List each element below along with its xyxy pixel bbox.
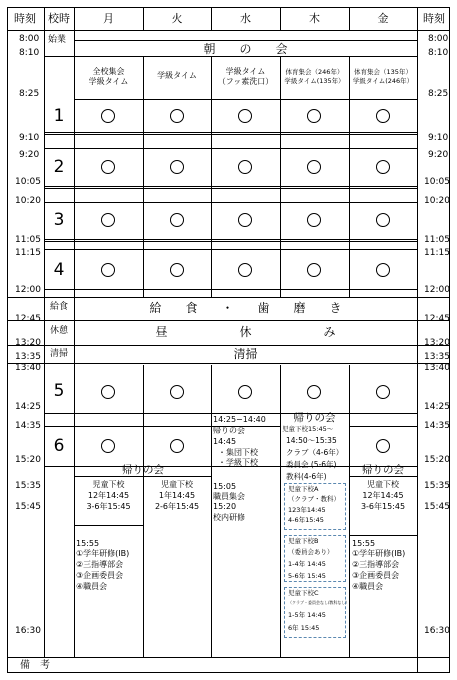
thu-box-a-line: 4-6年15:45 <box>288 516 324 524</box>
thu-box-b-line: （委員会あり） <box>288 548 334 556</box>
class-circle <box>170 385 184 399</box>
time-label: 15:20 <box>15 455 41 465</box>
wed-line: 15:05 <box>213 482 237 491</box>
period-number: 1 <box>53 106 65 126</box>
period-number: 3 <box>53 210 65 230</box>
thu-box-a-line: （クラブ・教科） <box>288 495 340 503</box>
mon-meeting: ②三指導部会 <box>76 560 124 569</box>
cleaning-label: 清掃 <box>50 349 69 359</box>
time-right-header: 時刻 <box>423 12 445 25</box>
grid-line <box>211 56 212 297</box>
day-header-mon: 月 <box>103 12 114 25</box>
class-circle <box>170 109 184 123</box>
grid-line <box>74 476 212 477</box>
mon-line: 12年14:45 <box>87 491 130 500</box>
wed-line: 校内研修 <box>213 513 245 522</box>
grid-line <box>7 657 450 658</box>
time-label: 10:05 <box>424 177 450 187</box>
grid-line <box>44 132 417 135</box>
wed-line: 職員集会 <box>213 492 245 501</box>
class-circle <box>238 263 252 277</box>
class-circle <box>376 439 390 453</box>
time-label: 13:40 <box>15 363 41 373</box>
rest-text: 昼 休 み <box>155 325 336 339</box>
time-label: 12:45 <box>424 314 450 324</box>
thu-line: 児童下校15:45〜 <box>282 425 334 433</box>
time-label: 10:20 <box>15 196 41 206</box>
time-label: 16:30 <box>424 626 450 636</box>
time-label: 14:35 <box>15 421 41 431</box>
time-label: 15:45 <box>15 502 41 512</box>
grid-line <box>7 30 450 31</box>
grid-line <box>349 56 350 297</box>
wed-line: ・学級下校 <box>218 458 258 467</box>
grid-line <box>349 535 417 536</box>
class-circle <box>238 213 252 227</box>
time-label: 15:35 <box>424 481 450 491</box>
class-circle <box>101 213 115 227</box>
time-label: 14:25 <box>15 402 41 412</box>
class-circle <box>307 385 321 399</box>
thu-box-c-line: 児童下校C <box>288 589 319 597</box>
time-label: 11:05 <box>424 235 450 245</box>
day-header-fri: 金 <box>377 12 389 25</box>
time-label: 11:15 <box>15 248 41 258</box>
thu-box-c-line: 6年 15:45 <box>288 624 320 632</box>
class-circle <box>170 160 184 174</box>
fri-line: 児童下校 <box>367 480 399 489</box>
period-number: 6 <box>53 436 65 456</box>
grid-line <box>349 476 417 477</box>
fri-meeting: ③企画委員会 <box>352 571 400 580</box>
grid-line <box>349 7 350 30</box>
time-label: 8:00 <box>19 34 40 44</box>
thu-line: クラブ（4-6年） <box>286 448 344 457</box>
grid-line <box>44 289 417 290</box>
class-circle <box>101 385 115 399</box>
grid-line <box>7 320 450 321</box>
grid-line <box>211 7 212 30</box>
morning-activity-mon-2: 学級タイム <box>88 77 129 86</box>
grid-line <box>44 56 417 57</box>
class-circle <box>307 263 321 277</box>
thu-line: 14:50〜15:35 <box>286 436 337 445</box>
period-number: 5 <box>53 381 65 401</box>
morning-meeting: 朝 の 会 <box>203 42 288 56</box>
thu-box-c-line: 1-5年 14:45 <box>288 611 326 619</box>
morning-activity-mon-1: 全校集会 <box>92 67 125 76</box>
grid-line <box>44 7 45 657</box>
morning-activity-fri-2: 学級タイム(246年） <box>352 77 414 85</box>
time-left-header: 時刻 <box>14 12 36 25</box>
time-label: 15:45 <box>424 502 450 512</box>
class-circle <box>170 439 184 453</box>
thu-box-b-line: 児童下校B <box>288 537 319 545</box>
grid-line <box>74 525 144 526</box>
class-circle <box>238 385 252 399</box>
grid-line <box>7 345 450 346</box>
class-circle <box>376 263 390 277</box>
thu-box-a-line: 123年14:45 <box>288 506 326 514</box>
thu-box-a-line: 児童下校A <box>288 485 319 493</box>
mon-meeting: ③企画委員会 <box>76 571 124 580</box>
morning-activity-wed-1: 学級タイム <box>225 67 266 76</box>
cleaning-text: 清掃 <box>233 347 258 361</box>
tue-line: 2-6年15:45 <box>154 502 200 511</box>
time-label: 10:20 <box>424 196 450 206</box>
grid-line <box>44 148 417 149</box>
start-label: 始業 <box>48 35 67 45</box>
rest-label: 休憩 <box>50 326 69 336</box>
class-circle <box>307 213 321 227</box>
class-circle <box>170 213 184 227</box>
class-circle <box>376 160 390 174</box>
class-circle <box>170 263 184 277</box>
time-label: 8:10 <box>19 48 40 58</box>
thu-box-b-line: 1-4年 14:45 <box>288 560 326 568</box>
class-circle <box>101 160 115 174</box>
mon-meeting-time: 15:55 <box>76 539 100 548</box>
time-label: 10:05 <box>15 177 41 187</box>
wed-line: 14:25−14:40 <box>213 415 266 424</box>
class-circle <box>376 213 390 227</box>
grid-line <box>44 426 281 427</box>
time-label: 14:25 <box>424 402 450 412</box>
time-label: 9:10 <box>428 133 449 143</box>
tue-line: 児童下校 <box>161 480 193 489</box>
time-label: 14:35 <box>424 421 450 431</box>
remarks-label: 備 考 <box>20 660 50 671</box>
fri-meeting: ②三指導部会 <box>352 560 400 569</box>
kaeri-no-kai-fri: 帰りの会 <box>362 464 404 476</box>
time-label: 13:20 <box>15 338 41 348</box>
kaeri-no-kai-thu: 帰りの会 <box>293 412 336 424</box>
time-label: 15:35 <box>15 481 41 491</box>
lunch-label: 給食 <box>50 302 69 312</box>
time-label: 12:45 <box>15 314 41 324</box>
grid-line <box>44 239 417 242</box>
mon-meeting: ①学年研修(IB) <box>76 549 130 558</box>
morning-activity-wed-2: （フッ素洗口） <box>217 77 274 86</box>
grid-line <box>349 365 350 657</box>
morning-activity-thu-2: 学級タイム(135年） <box>284 77 345 85</box>
time-label: 11:05 <box>15 235 41 245</box>
grid-line <box>143 365 144 657</box>
fri-meeting-time: 15:55 <box>352 539 376 548</box>
grid-line <box>74 99 417 100</box>
grid-line <box>280 365 281 657</box>
class-circle <box>376 109 390 123</box>
wed-line: ・集団下校 <box>218 448 258 457</box>
grid-line <box>74 40 417 41</box>
fri-meeting: ①学年研修(IB) <box>352 549 406 558</box>
morning-activity-fri-1: 体育集会（135年） <box>354 68 412 76</box>
grid-line <box>349 426 417 427</box>
fri-line: 3-6年15:45 <box>360 502 406 511</box>
thu-line: 委員会 (5-6年) <box>286 460 337 469</box>
morning-activity-tue: 学級タイム <box>157 71 197 80</box>
day-header-wed: 水 <box>240 12 251 25</box>
grid-line <box>211 365 212 657</box>
time-label: 9:20 <box>19 150 40 160</box>
class-circle <box>238 160 252 174</box>
mon-line: 3-6年15:45 <box>86 502 131 511</box>
time-label: 13:20 <box>424 338 450 348</box>
fri-meeting: ④職員会 <box>352 582 384 591</box>
class-circle <box>101 109 115 123</box>
wed-line: 14:45 <box>213 437 237 446</box>
grid-line <box>7 363 450 364</box>
time-label: 12:00 <box>15 285 41 295</box>
time-label: 11:15 <box>424 248 450 258</box>
grid-line <box>280 56 281 297</box>
time-label: 8:25 <box>428 89 449 99</box>
time-label: 13:40 <box>424 363 450 373</box>
grid-line <box>44 202 417 203</box>
time-label: 15:20 <box>424 455 450 465</box>
class-circle <box>376 385 390 399</box>
grid-line <box>417 7 418 673</box>
day-header-thu: 木 <box>309 12 320 25</box>
time-label: 13:35 <box>15 352 41 362</box>
thu-box-b-line: 5-6年 15:45 <box>288 572 326 580</box>
time-label: 9:20 <box>428 150 449 160</box>
class-circle <box>101 439 115 453</box>
time-label: 8:25 <box>19 89 40 99</box>
grid-line <box>143 56 144 297</box>
grid-line <box>44 186 417 189</box>
class-circle <box>238 109 252 123</box>
time-label: 13:35 <box>424 352 450 362</box>
mon-line: 児童下校 <box>92 480 125 489</box>
wed-line: 15:20 <box>213 502 237 511</box>
thu-line: 教科(4-6年) <box>286 472 327 481</box>
period-number: 4 <box>53 260 65 280</box>
grid-line <box>280 7 281 30</box>
grid-line <box>7 297 450 298</box>
grid-line <box>143 7 144 30</box>
period-header: 校時 <box>48 12 70 25</box>
time-label: 8:00 <box>428 34 449 44</box>
morning-activity-thu-1: 体育集会（246年） <box>285 68 344 76</box>
thu-box-c-line: （クラブ・委員会なし/教科なし） <box>288 600 350 605</box>
time-label: 16:30 <box>15 626 41 636</box>
period-number: 2 <box>53 157 65 177</box>
wed-line: 帰りの会 <box>213 426 245 435</box>
grid-line <box>44 413 417 414</box>
kaeri-no-kai-mon-tue: 帰りの会 <box>122 464 164 476</box>
time-label: 12:00 <box>424 285 450 295</box>
grid-line <box>44 249 417 250</box>
class-circle <box>307 109 321 123</box>
lunch-text: 給 食 ・ 歯 磨 き <box>149 301 342 315</box>
tue-line: 1年14:45 <box>158 491 196 500</box>
day-header-tue: 火 <box>171 12 183 25</box>
mon-meeting: ④職員会 <box>76 582 108 591</box>
fri-line: 12年14:45 <box>362 491 404 500</box>
time-label: 8:10 <box>428 48 449 58</box>
class-circle <box>307 160 321 174</box>
time-label: 9:10 <box>19 133 40 143</box>
class-circle <box>101 263 115 277</box>
